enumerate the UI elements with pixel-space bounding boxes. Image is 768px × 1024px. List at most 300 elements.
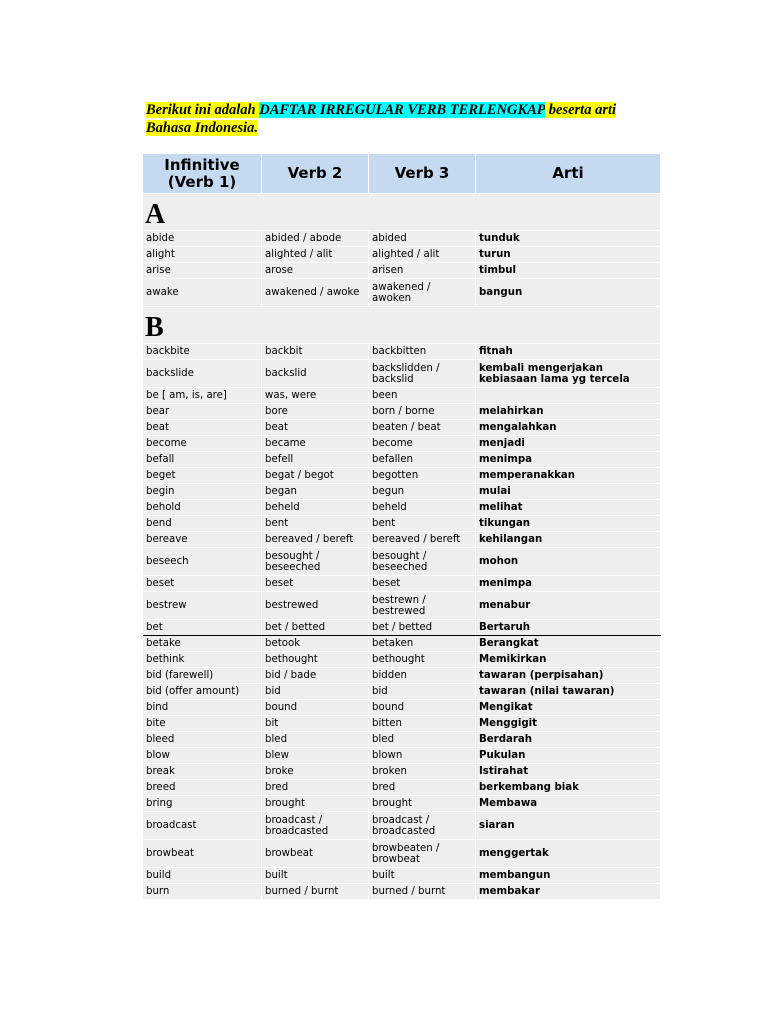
arti-cell bbox=[476, 516, 661, 532]
verb-3-cell bbox=[369, 500, 476, 516]
cell-text: beset bbox=[265, 578, 294, 589]
verb-2-cell bbox=[262, 516, 369, 532]
section-letter: B bbox=[145, 312, 164, 343]
arti-cell bbox=[476, 231, 661, 247]
cell-text: became bbox=[265, 438, 306, 449]
cell-text: break bbox=[146, 766, 175, 777]
verb-3-cell bbox=[369, 388, 476, 404]
cell-text: bring bbox=[146, 798, 173, 809]
verb-1-cell bbox=[143, 263, 262, 279]
cell-text: membangun bbox=[479, 870, 551, 881]
verb-1-cell bbox=[143, 436, 262, 452]
cell-text: membakar bbox=[479, 886, 540, 897]
cell-text: begun bbox=[372, 486, 405, 497]
cell-text: browbeat bbox=[265, 848, 313, 859]
table-row bbox=[143, 468, 661, 484]
cell-text: berkembang biak bbox=[479, 782, 579, 793]
verb-2-cell bbox=[262, 344, 369, 360]
verb-1-cell bbox=[143, 620, 262, 636]
cell-text: bet / betted bbox=[265, 622, 326, 633]
arti-cell bbox=[476, 592, 661, 620]
arti-cell bbox=[476, 452, 661, 468]
header-verb-3: Verb 3 bbox=[369, 154, 476, 194]
cell-text: backslid bbox=[265, 368, 307, 379]
arti-cell bbox=[476, 548, 661, 576]
cell-text: blown bbox=[372, 750, 403, 761]
verb-1-cell bbox=[143, 732, 262, 748]
cell-text: bid (farewell) bbox=[146, 670, 214, 681]
verb-2-cell bbox=[262, 484, 369, 500]
cell-text: betook bbox=[265, 638, 301, 649]
table-row bbox=[143, 247, 661, 263]
verb-2-cell bbox=[262, 436, 369, 452]
cell-text: bestrewed bbox=[265, 600, 319, 611]
verb-2-cell bbox=[262, 360, 369, 388]
verb-3-cell bbox=[369, 748, 476, 764]
cell-text: born / borne bbox=[372, 406, 435, 417]
verb-1-cell bbox=[143, 812, 262, 840]
cell-text: mohon bbox=[479, 556, 519, 567]
cell-text: beheld bbox=[372, 502, 407, 513]
cell-text: broken bbox=[372, 766, 407, 777]
arti-cell bbox=[476, 700, 661, 716]
cell-text: awake bbox=[146, 287, 179, 298]
table-row bbox=[143, 884, 661, 900]
verb-2-cell bbox=[262, 468, 369, 484]
arti-cell bbox=[476, 532, 661, 548]
verb-2-cell bbox=[262, 780, 369, 796]
verb-2-cell bbox=[262, 548, 369, 576]
verb-2-cell bbox=[262, 652, 369, 668]
arti-cell bbox=[476, 500, 661, 516]
table-row bbox=[143, 700, 661, 716]
cell-text: turun bbox=[479, 249, 511, 260]
table-row bbox=[143, 436, 661, 452]
verb-3-cell bbox=[369, 263, 476, 279]
verb-3-cell bbox=[369, 231, 476, 247]
arti-cell bbox=[476, 748, 661, 764]
verb-1-cell bbox=[143, 796, 262, 812]
cell-text: bound bbox=[265, 702, 298, 713]
verb-3-cell bbox=[369, 436, 476, 452]
verb-1-cell bbox=[143, 592, 262, 620]
cell-text: bid / bade bbox=[265, 670, 317, 681]
table-header-row bbox=[143, 154, 661, 194]
verb-2-cell bbox=[262, 532, 369, 548]
table-row bbox=[143, 840, 661, 868]
cell-text: betaken bbox=[372, 638, 414, 649]
cell-text: abided bbox=[372, 233, 407, 244]
verb-2-cell bbox=[262, 840, 369, 868]
cell-text: begat / begot bbox=[265, 470, 334, 481]
arti-cell bbox=[476, 684, 661, 700]
verb-3-cell bbox=[369, 279, 476, 307]
cell-text: tikungan bbox=[479, 518, 531, 529]
cell-text: begotten bbox=[372, 470, 419, 481]
cell-text: become bbox=[146, 438, 187, 449]
cell-text: was, were bbox=[265, 390, 317, 401]
cell-text: Pukulan bbox=[479, 750, 526, 761]
cell-text: bidden bbox=[372, 670, 407, 681]
verb-2-cell bbox=[262, 576, 369, 592]
cell-text: begin bbox=[146, 486, 175, 497]
cell-text: broadcast / broadcasted bbox=[372, 814, 436, 837]
table-row bbox=[143, 263, 661, 279]
cell-text: timbul bbox=[479, 265, 517, 276]
arti-cell bbox=[476, 247, 661, 263]
verb-1-cell bbox=[143, 247, 262, 263]
cell-text: siaran bbox=[479, 820, 515, 831]
verb-3-cell bbox=[369, 764, 476, 780]
intro-part-3: beserta arti bbox=[545, 102, 617, 118]
verb-3-cell bbox=[369, 452, 476, 468]
table-row bbox=[143, 360, 661, 388]
verb-3-cell bbox=[369, 592, 476, 620]
intro-text bbox=[146, 101, 666, 137]
cell-text: beaten / beat bbox=[372, 422, 441, 433]
verb-3-cell bbox=[369, 652, 476, 668]
arti-cell bbox=[476, 484, 661, 500]
cell-text: arisen bbox=[372, 265, 404, 276]
table-body bbox=[143, 194, 661, 900]
cell-text: beat bbox=[265, 422, 288, 433]
cell-text: bound bbox=[372, 702, 405, 713]
verb-1-cell bbox=[143, 344, 262, 360]
verb-1-cell bbox=[143, 516, 262, 532]
verb-1-cell bbox=[143, 652, 262, 668]
arti-cell bbox=[476, 716, 661, 732]
cell-text: kembali mengerjakan kebiasaan lama yg tercela bbox=[479, 362, 630, 385]
cell-text: built bbox=[265, 870, 288, 881]
cell-text: been bbox=[372, 390, 398, 401]
cell-text: bereaved / bereft bbox=[372, 534, 461, 545]
cell-text: bet / betted bbox=[372, 622, 433, 633]
verb-1-cell bbox=[143, 780, 262, 796]
cell-text: befall bbox=[146, 454, 175, 465]
verb-3-cell bbox=[369, 732, 476, 748]
intro-highlight-title: DAFTAR IRREGULAR VERB TERLENGKAP bbox=[259, 102, 546, 118]
verb-3-cell bbox=[369, 484, 476, 500]
cell-text: beset bbox=[372, 578, 401, 589]
cell-text: melahirkan bbox=[479, 406, 544, 417]
cell-text: menggertak bbox=[479, 848, 549, 859]
verb-2-cell bbox=[262, 636, 369, 652]
verb-2-cell bbox=[262, 263, 369, 279]
verb-3-cell bbox=[369, 516, 476, 532]
cell-text: bind bbox=[146, 702, 169, 713]
cell-text: Bertaruh bbox=[479, 622, 530, 633]
cell-text: brought bbox=[265, 798, 306, 809]
cell-text: melihat bbox=[479, 502, 523, 513]
cell-text: tawaran (perpisahan) bbox=[479, 670, 604, 681]
irregular-verb-table bbox=[143, 154, 661, 900]
table-row bbox=[143, 231, 661, 247]
cell-text: bid bbox=[372, 686, 388, 697]
cell-text: behold bbox=[146, 502, 181, 513]
verb-1-cell bbox=[143, 231, 262, 247]
cell-text: Membawa bbox=[479, 798, 538, 809]
cell-text: menjadi bbox=[479, 438, 525, 449]
verb-2-cell bbox=[262, 748, 369, 764]
cell-text: burned / burnt bbox=[372, 886, 446, 897]
table-row bbox=[143, 279, 661, 307]
cell-text: tawaran (nilai tawaran) bbox=[479, 686, 615, 697]
verb-3-cell bbox=[369, 532, 476, 548]
intro-part-1: Berikut ini adalah bbox=[146, 102, 260, 118]
arti-cell bbox=[476, 436, 661, 452]
verb-2-cell bbox=[262, 388, 369, 404]
verb-1-cell bbox=[143, 576, 262, 592]
cell-text: bent bbox=[372, 518, 396, 529]
cell-text: browbeat bbox=[146, 848, 194, 859]
verb-2-cell bbox=[262, 279, 369, 307]
verb-1-cell bbox=[143, 484, 262, 500]
cell-text: tunduk bbox=[479, 233, 520, 244]
arti-cell bbox=[476, 868, 661, 884]
cell-text: abided / abode bbox=[265, 233, 342, 244]
cell-text: blow bbox=[146, 750, 170, 761]
cell-text: menabur bbox=[479, 600, 531, 611]
cell-text: abide bbox=[146, 233, 175, 244]
table-row bbox=[143, 636, 661, 652]
verb-3-cell bbox=[369, 468, 476, 484]
verb-3-cell bbox=[369, 548, 476, 576]
arti-cell bbox=[476, 420, 661, 436]
section-letter: A bbox=[145, 199, 166, 230]
verb-3-cell bbox=[369, 668, 476, 684]
arti-cell bbox=[476, 840, 661, 868]
arti-cell bbox=[476, 796, 661, 812]
cell-text: broadcast / broadcasted bbox=[265, 814, 329, 837]
cell-text: alighted / alit bbox=[372, 249, 440, 260]
verb-3-cell bbox=[369, 796, 476, 812]
verb-3-cell bbox=[369, 344, 476, 360]
verb-1-cell bbox=[143, 500, 262, 516]
table-row bbox=[143, 620, 661, 636]
arti-cell bbox=[476, 344, 661, 360]
verb-1-cell bbox=[143, 279, 262, 307]
cell-text: beat bbox=[146, 422, 169, 433]
cell-text: backslidden / backslid bbox=[372, 362, 440, 385]
cell-text: Berangkat bbox=[479, 638, 539, 649]
verb-3-cell bbox=[369, 868, 476, 884]
cell-text: befell bbox=[265, 454, 294, 465]
cell-text: Menggigit bbox=[479, 718, 538, 729]
cell-text: bore bbox=[265, 406, 288, 417]
verb-1-cell bbox=[143, 404, 262, 420]
table-row bbox=[143, 344, 661, 360]
cell-text: bangun bbox=[479, 287, 523, 298]
table-row bbox=[143, 532, 661, 548]
verb-3-cell bbox=[369, 576, 476, 592]
cell-text: broadcast bbox=[146, 820, 197, 831]
verb-1-cell bbox=[143, 452, 262, 468]
verb-1-cell bbox=[143, 636, 262, 652]
cell-text: bleed bbox=[146, 734, 175, 745]
table-row bbox=[143, 420, 661, 436]
cell-text: beseech bbox=[146, 556, 189, 567]
verb-3-cell bbox=[369, 684, 476, 700]
cell-text: brought bbox=[372, 798, 413, 809]
cell-text: awakened / awoke bbox=[265, 287, 360, 298]
arti-cell bbox=[476, 780, 661, 796]
cell-text: bit bbox=[265, 718, 279, 729]
cell-text: bid bbox=[265, 686, 281, 697]
arti-cell bbox=[476, 884, 661, 900]
table-row bbox=[143, 652, 661, 668]
cell-text: bled bbox=[372, 734, 395, 745]
arti-cell bbox=[476, 812, 661, 840]
table-row bbox=[143, 484, 661, 500]
verb-2-cell bbox=[262, 231, 369, 247]
cell-text: mulai bbox=[479, 486, 511, 497]
cell-text: bid (offer amount) bbox=[146, 686, 240, 697]
cell-text: beset bbox=[146, 578, 175, 589]
verb-2-cell bbox=[262, 884, 369, 900]
cell-text: fitnah bbox=[479, 346, 513, 357]
table-row bbox=[143, 716, 661, 732]
verb-3-cell bbox=[369, 716, 476, 732]
verb-3-cell bbox=[369, 620, 476, 636]
cell-text: Mengikat bbox=[479, 702, 533, 713]
cell-text: began bbox=[265, 486, 297, 497]
cell-text: build bbox=[146, 870, 172, 881]
verb-2-cell bbox=[262, 684, 369, 700]
verb-1-cell bbox=[143, 840, 262, 868]
table-row bbox=[143, 452, 661, 468]
table-row bbox=[143, 500, 661, 516]
table-row bbox=[143, 812, 661, 840]
table-row bbox=[143, 576, 661, 592]
cell-text: awakened / awoken bbox=[372, 281, 431, 304]
cell-text: breed bbox=[146, 782, 176, 793]
verb-2-cell bbox=[262, 812, 369, 840]
cell-text: arose bbox=[265, 265, 294, 276]
cell-text: become bbox=[372, 438, 413, 449]
verb-1-cell bbox=[143, 548, 262, 576]
cell-text: blew bbox=[265, 750, 289, 761]
cell-text: Istirahat bbox=[479, 766, 529, 777]
header-arti: Arti bbox=[476, 154, 661, 194]
intro-part-4: Bahasa Indonesia. bbox=[146, 120, 259, 136]
cell-text: Memikirkan bbox=[479, 654, 547, 665]
table-row bbox=[143, 668, 661, 684]
arti-cell bbox=[476, 404, 661, 420]
cell-text: bethought bbox=[265, 654, 318, 665]
verb-1-cell bbox=[143, 764, 262, 780]
cell-text: bitten bbox=[372, 718, 403, 729]
cell-text: bereave bbox=[146, 534, 188, 545]
cell-text: arise bbox=[146, 265, 171, 276]
cell-text: memperanakkan bbox=[479, 470, 576, 481]
cell-text: bestrew bbox=[146, 600, 187, 611]
cell-text: browbeaten / browbeat bbox=[372, 842, 440, 865]
cell-text: bereaved / bereft bbox=[265, 534, 354, 545]
cell-text: betake bbox=[146, 638, 181, 649]
verb-1-cell bbox=[143, 684, 262, 700]
verb-3-cell bbox=[369, 404, 476, 420]
arti-cell bbox=[476, 668, 661, 684]
arti-cell bbox=[476, 279, 661, 307]
cell-text: backbit bbox=[265, 346, 303, 357]
cell-text: menimpa bbox=[479, 578, 533, 589]
cell-text: backbitten bbox=[372, 346, 427, 357]
arti-cell bbox=[476, 360, 661, 388]
verb-2-cell bbox=[262, 620, 369, 636]
verb-1-cell bbox=[143, 388, 262, 404]
cell-text: bethought bbox=[372, 654, 425, 665]
cell-text: mengalahkan bbox=[479, 422, 557, 433]
verb-2-cell bbox=[262, 592, 369, 620]
row-divider-line bbox=[143, 635, 661, 636]
verb-1-cell bbox=[143, 700, 262, 716]
verb-3-cell bbox=[369, 700, 476, 716]
arti-cell bbox=[476, 764, 661, 780]
table-row bbox=[143, 780, 661, 796]
cell-text: burned / burnt bbox=[265, 886, 339, 897]
cell-text: bethink bbox=[146, 654, 185, 665]
cell-text: built bbox=[372, 870, 395, 881]
verb-2-cell bbox=[262, 404, 369, 420]
verb-3-cell bbox=[369, 884, 476, 900]
table-row bbox=[143, 404, 661, 420]
table-row bbox=[143, 764, 661, 780]
verb-1-cell bbox=[143, 420, 262, 436]
header-infinitive: Infinitive (Verb 1) bbox=[143, 154, 262, 194]
verb-2-cell bbox=[262, 796, 369, 812]
table-row bbox=[143, 796, 661, 812]
verb-1-cell bbox=[143, 468, 262, 484]
verb-3-cell bbox=[369, 840, 476, 868]
arti-cell bbox=[476, 576, 661, 592]
verb-2-cell bbox=[262, 420, 369, 436]
arti-cell bbox=[476, 652, 661, 668]
table-row bbox=[143, 548, 661, 576]
verb-2-cell bbox=[262, 700, 369, 716]
verb-2-cell bbox=[262, 452, 369, 468]
cell-text: be [ am, is, are] bbox=[146, 390, 227, 401]
cell-text: bite bbox=[146, 718, 166, 729]
table-row bbox=[143, 516, 661, 532]
verb-3-cell bbox=[369, 636, 476, 652]
verb-3-cell bbox=[369, 247, 476, 263]
verb-3-cell bbox=[369, 812, 476, 840]
table-row bbox=[143, 388, 661, 404]
cell-text: besought / beseeched bbox=[372, 550, 428, 573]
cell-text: bestrewn / bestrewed bbox=[372, 594, 426, 617]
cell-text: backbite bbox=[146, 346, 190, 357]
verb-3-cell bbox=[369, 360, 476, 388]
arti-cell bbox=[476, 468, 661, 484]
verb-2-cell bbox=[262, 500, 369, 516]
verb-2-cell bbox=[262, 764, 369, 780]
cell-text: befallen bbox=[372, 454, 413, 465]
table-row bbox=[143, 592, 661, 620]
arti-cell bbox=[476, 620, 661, 636]
cell-text: kehilangan bbox=[479, 534, 543, 545]
verb-3-cell bbox=[369, 780, 476, 796]
verb-1-cell bbox=[143, 868, 262, 884]
verb-2-cell bbox=[262, 868, 369, 884]
cell-text: bet bbox=[146, 622, 163, 633]
cell-text: menimpa bbox=[479, 454, 533, 465]
table-row bbox=[143, 732, 661, 748]
arti-cell bbox=[476, 388, 661, 404]
verb-2-cell bbox=[262, 668, 369, 684]
cell-text: bred bbox=[372, 782, 396, 793]
cell-text: Berdarah bbox=[479, 734, 533, 745]
cell-text: bred bbox=[265, 782, 289, 793]
